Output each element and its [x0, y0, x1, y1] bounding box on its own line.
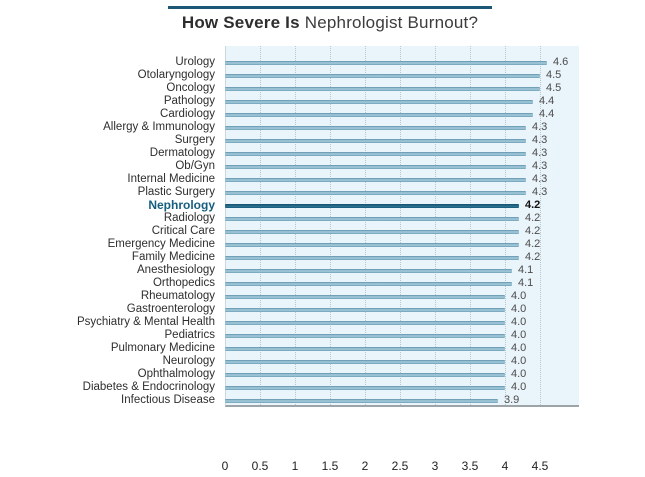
value-label: 4.0: [511, 355, 527, 367]
value-label: 4.3: [532, 186, 548, 198]
chart-row: [0, 290, 645, 303]
bar-chart: [0, 46, 645, 473]
value-label: 3.9: [504, 394, 520, 406]
category-label: Ophthalmology: [137, 368, 215, 380]
chart-row: [0, 95, 645, 108]
bar: [225, 113, 533, 117]
bar: [225, 347, 505, 351]
chart-row: [0, 69, 645, 82]
bar: [225, 126, 526, 130]
value-label: 4.3: [532, 173, 548, 185]
x-tick-label: 4: [501, 459, 509, 473]
chart-title: [168, 13, 492, 33]
bar: [225, 74, 540, 78]
category-label: Rheumatology: [140, 290, 215, 302]
value-label: 4.0: [511, 329, 527, 341]
x-tick-label: 0: [221, 459, 229, 473]
value-label: 4.1: [518, 264, 534, 276]
bar: [225, 360, 505, 364]
chart-row: [0, 277, 645, 290]
value-label: 4.2: [525, 225, 541, 237]
chart-row: [0, 251, 645, 264]
category-label: Urology: [175, 56, 215, 68]
chart-row: [0, 121, 645, 134]
value-label: 4.0: [511, 303, 527, 315]
value-label: 4.2: [525, 199, 541, 211]
chart-row: [0, 212, 645, 225]
x-tick-label: 3.5: [461, 459, 479, 473]
bar: [225, 139, 526, 143]
category-label: Infectious Disease: [121, 394, 215, 406]
value-label: 4.4: [539, 95, 555, 107]
value-label: 4.3: [532, 121, 548, 133]
value-label: 4.2: [525, 238, 541, 250]
value-label: 4.2: [525, 251, 541, 263]
category-label: Allergy & Immunology: [103, 121, 215, 133]
value-label: 4.3: [532, 160, 548, 172]
bar: [225, 269, 512, 273]
value-label: 4.1: [518, 277, 534, 289]
category-label: Otolaryngology: [137, 69, 215, 81]
bar: [225, 243, 519, 247]
chart-row: [0, 56, 645, 69]
bar: [225, 100, 533, 104]
bar: [225, 230, 519, 234]
title-rule: [168, 6, 492, 9]
chart-row: [0, 394, 645, 407]
bar: [225, 334, 505, 338]
x-tick-label: 1: [291, 459, 299, 473]
bar: [225, 295, 505, 299]
value-label: 4.0: [511, 342, 527, 354]
category-label: Diabetes & Endocrinology: [82, 381, 215, 393]
bar: [225, 256, 519, 260]
value-label: 4.5: [546, 69, 562, 81]
chart-title-regular: Nephrologist Burnout?: [304, 13, 479, 32]
chart-row: [0, 173, 645, 186]
category-label: Radiology: [163, 212, 215, 224]
bar: [225, 204, 519, 208]
value-label: 4.4: [539, 108, 555, 120]
bar: [225, 191, 526, 195]
bar: [225, 165, 526, 169]
category-label: Gastroenterology: [126, 303, 215, 315]
chart-row: [0, 186, 645, 199]
category-label: Emergency Medicine: [107, 238, 215, 250]
chart-row: [0, 108, 645, 121]
chart-row: [0, 199, 645, 212]
category-label: Pediatrics: [164, 329, 215, 341]
chart-row: [0, 342, 645, 355]
chart-row: [0, 381, 645, 394]
category-label: Ob/Gyn: [175, 160, 215, 172]
value-label: 4.5: [546, 82, 562, 94]
value-label: 4.2: [525, 212, 541, 224]
x-tick-label: 2.5: [391, 459, 409, 473]
chart-rows: [0, 46, 645, 407]
value-label: 4.0: [511, 316, 527, 328]
bar: [225, 61, 547, 65]
chart-row: [0, 147, 645, 160]
value-label: 4.6: [553, 56, 569, 68]
category-label: Nephrology: [148, 198, 215, 212]
category-label: Pathology: [163, 95, 215, 107]
x-tick-label: 1.5: [321, 459, 339, 473]
category-label: Psychiatry & Mental Health: [76, 316, 215, 328]
category-label: Family Medicine: [131, 251, 215, 263]
category-label: Neurology: [162, 355, 215, 367]
category-label: Internal Medicine: [127, 173, 215, 185]
value-label: 4.0: [511, 290, 527, 302]
category-label: Oncology: [166, 82, 215, 94]
category-label: Dermatology: [149, 147, 215, 159]
chart-row: [0, 134, 645, 147]
bar: [225, 87, 540, 91]
value-label: 4.3: [532, 147, 548, 159]
x-tick-label: 0.5: [251, 459, 269, 473]
value-label: 4.0: [511, 368, 527, 380]
bar: [225, 321, 505, 325]
chart-row: [0, 355, 645, 368]
category-label: Anesthesiology: [137, 264, 215, 276]
category-label: Cardiology: [160, 108, 215, 120]
bar: [225, 178, 526, 182]
chart-row: [0, 160, 645, 173]
bar: [225, 282, 512, 286]
x-tick-label: 2: [361, 459, 369, 473]
bar: [225, 373, 505, 377]
bar: [225, 399, 498, 403]
chart-row: [0, 303, 645, 316]
chart-row: [0, 264, 645, 277]
chart-row: [0, 368, 645, 381]
chart-row: [0, 238, 645, 251]
category-label: Pulmonary Medicine: [110, 342, 215, 354]
value-label: 4.0: [511, 381, 527, 393]
category-label: Surgery: [174, 134, 215, 146]
x-tick-label: 3: [431, 459, 439, 473]
bar: [225, 386, 505, 390]
x-tick-label: 4.5: [531, 459, 549, 473]
category-label: Critical Care: [151, 225, 215, 237]
chart-row: [0, 329, 645, 342]
bar: [225, 308, 505, 312]
chart-row: [0, 225, 645, 238]
chart-row: [0, 316, 645, 329]
value-label: 4.3: [532, 134, 548, 146]
chart-row: [0, 82, 645, 95]
x-axis: [0, 453, 645, 477]
chart-title-bold: How Severe Is: [181, 13, 300, 32]
category-label: Orthopedics: [152, 277, 215, 289]
category-label: Plastic Surgery: [137, 186, 215, 198]
bar: [225, 217, 519, 221]
bar: [225, 152, 526, 156]
